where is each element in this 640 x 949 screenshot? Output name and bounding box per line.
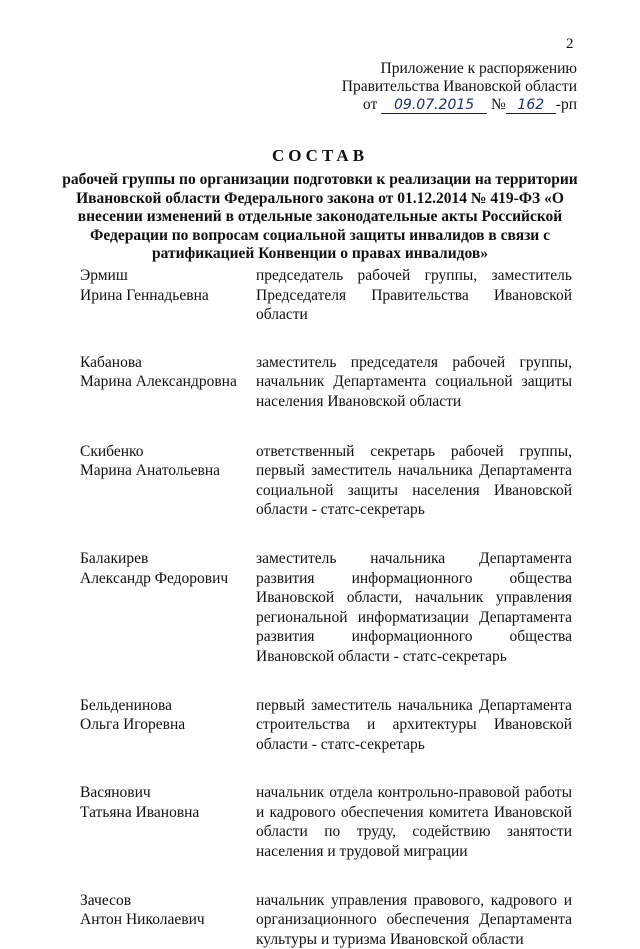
- handwritten-number: 162: [506, 98, 556, 114]
- approval-line-2: Правительства Ивановской области: [341, 78, 577, 95]
- member-surname: Кабанова: [80, 353, 142, 371]
- member-name: [80, 891, 252, 930]
- member-entry: [80, 549, 572, 667]
- member-role: заместитель председателя рабочей группы, начальник Департамента социальной защиты населения Ивановской области: [256, 353, 572, 410]
- member-role: заместитель начальника Департамента развития информационного общества Ивановской области, начальник управления региональной информатизации Департамента развития информационного общества Ивановской области - статс-секретарь: [256, 549, 572, 665]
- member-role: начальник отдела контрольно-правовой работы и кадрового обеспечения комитета Ивановской области по труду, содействию занятости населения и трудовой миграции: [256, 784, 572, 861]
- approval-line-1: Приложение к распоряжению: [380, 60, 577, 77]
- member-name: [80, 549, 252, 588]
- approval-from-label: от: [362, 96, 378, 113]
- member-role: председатель рабочей группы, заместитель Председателя Правительства Ивановской области: [256, 267, 572, 324]
- approval-number-label: №: [490, 96, 506, 113]
- handwritten-date: 09.07.2015: [381, 98, 487, 114]
- member-name: [80, 353, 252, 392]
- approval-block: [342, 60, 577, 114]
- member-name: [80, 266, 252, 305]
- document-heading: [0, 146, 640, 264]
- member-surname: Зачесов: [80, 891, 132, 909]
- member-surname: Скибенко: [80, 442, 144, 460]
- member-role: начальник управления правового, кадрового и организационного обеспечения Департамента культуры и туризма Ивановской области: [256, 891, 572, 948]
- member-name: [80, 696, 252, 735]
- member-entry: [80, 442, 572, 520]
- document-subtitle: рабочей группы по организации подготовки к реализации на территории Ивановской области Федерального закона от 01.12.2014 № 419-ФЗ «О внесении изменений в отдельные законодательные акты Российской Федерации по вопросам социальной защиты инвалидов в связи с ратификацией Конвенции о правах инвалидов»: [62, 171, 578, 263]
- member-entry: [80, 353, 572, 412]
- member-surname: Васянович: [80, 784, 151, 802]
- document-title: СОСТАВ: [271, 146, 369, 165]
- member-given-names: Антон Николаевич: [80, 911, 205, 929]
- member-given-names: Ольга Игоревна: [80, 716, 186, 734]
- member-given-names: Александр Федорович: [80, 569, 229, 587]
- member-entry: [80, 783, 572, 861]
- member-given-names: Марина Александровна: [80, 373, 237, 391]
- members-list: [80, 266, 572, 949]
- member-role: первый заместитель начальника Департамента строительства и архитектуры Ивановской области - статс-секретарь: [256, 696, 572, 753]
- member-entry: [80, 696, 572, 755]
- member-entry: [80, 891, 572, 949]
- member-surname: Бельденинова: [80, 696, 172, 714]
- member-surname: Балакирев: [80, 549, 149, 567]
- member-name: [80, 783, 252, 822]
- member-surname: Эрмиш: [80, 267, 128, 284]
- member-given-names: Татьяна Ивановна: [80, 803, 200, 821]
- member-given-names: Марина Анатольевна: [80, 462, 221, 480]
- member-given-names: Ирина Геннадьевна: [80, 286, 209, 304]
- approval-suffix: -рп: [555, 96, 577, 113]
- approval-line-3: [342, 96, 577, 114]
- member-role: ответственный секретарь рабочей группы, первый заместитель начальника Департамента социальной защиты населения Ивановской области - статс-секретарь: [256, 442, 572, 519]
- page-number: 2: [566, 36, 574, 52]
- member-entry: [80, 266, 572, 325]
- member-name: [80, 442, 252, 481]
